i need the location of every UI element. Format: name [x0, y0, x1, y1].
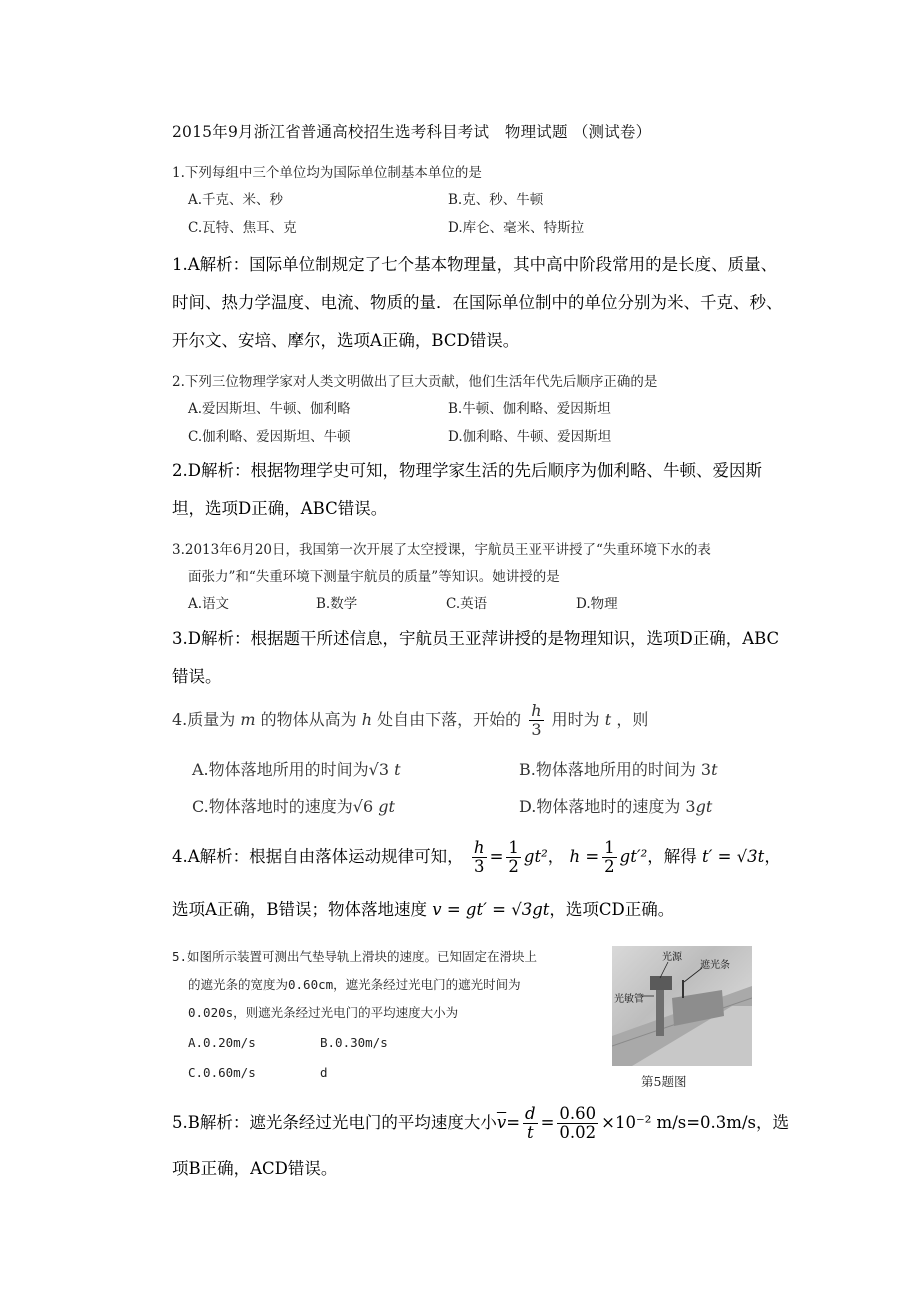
q5-stem-line2: 的遮光条的宽度为0.60cm，遮光条经过光电门的遮光时间为	[188, 977, 521, 992]
q5-stem-line3: 0.020s，则遮光条经过光电门的平均速度大小为	[188, 1005, 459, 1020]
q4-option-c-var: gt	[378, 797, 395, 816]
q1-stem: 1.下列每组中三个单位均为国际单位制基本单位的是	[172, 165, 482, 181]
q4-eq2-rhs: gt′²	[619, 847, 648, 866]
q4-answer-line2	[172, 891, 674, 929]
air-track-illustration	[612, 946, 752, 1066]
q3-option-a: A.语文	[188, 596, 230, 612]
fig-label-shutter-strip: 遮光条	[700, 960, 730, 971]
q4-answer-text1: 4.A解析：根据自由落体运动规律可知，	[172, 847, 464, 866]
q5-d-over-t	[523, 1105, 538, 1142]
q4-option-b-text: B.物体落地所用的时间为 3	[519, 760, 712, 779]
q5-option-c: C.0.60m/s	[188, 1065, 256, 1080]
q4-answer-line1: 4.A解析：根据自由落体运动规律可知， $\frac{h}{3}$ = $\frac{1}{2}$ gt²， h = $\frac{1}{2}$ gt′²，解得 t′ = √3t，	[172, 838, 781, 876]
q3-option-c: C.英语	[446, 596, 488, 612]
q4-stem	[172, 702, 648, 739]
q3-option-b: B.数学	[316, 596, 358, 612]
q4-answer-text4: ，选项CD正确。	[549, 900, 675, 919]
q5-option-a: A.0.20m/s	[188, 1035, 256, 1050]
q4-eq1-den: 3	[473, 857, 485, 876]
q5-answer-line2: 项B正确，ACD错误。	[172, 1159, 338, 1178]
q4-option-a	[192, 757, 401, 780]
q4-frac-den: 3	[531, 720, 542, 739]
q4-option-c-sqrt: √6	[352, 797, 374, 816]
q4-stem-part5: ，则	[616, 710, 649, 729]
q2-stem: 2.下列三位物理学家对人类文明做出了巨大贡献，他们生活年代先后顺序正确的是	[172, 374, 658, 390]
q4-eq1-half-num: 1	[508, 838, 519, 857]
q2-option-c: C.伽利略、爱因斯坦、牛顿	[188, 429, 351, 445]
q3-stem-line1: 3.2013年6月20日，我国第一次开展了太空授课，宇航员王亚平讲授了“失重环境下水的表	[172, 542, 711, 558]
q4-eq2-half	[602, 839, 617, 876]
q2-option-b: B.牛顿、伽利略、爱因斯坦	[448, 401, 611, 417]
q2-answer-line2: 坦，选项D正确，ABC错误。	[172, 499, 388, 518]
q5-t: t	[526, 1123, 534, 1142]
figure-caption: 第5题图	[641, 1074, 687, 1089]
q2-option-d: D.伽利略、牛顿、爱因斯坦	[448, 429, 612, 445]
q4-option-d-var: gt	[695, 797, 713, 816]
q1-answer-line1: 1.A解析：国际单位制规定了七个基本物理量，其中高中阶段常用的是长度、质量、	[172, 255, 778, 274]
q4-eq2-half-num: 1	[604, 838, 615, 857]
q4-option-a-text: A.物体落地所用的时间为	[192, 760, 369, 779]
fig-label-light-source: 光源	[662, 952, 682, 963]
q1-option-c: C.瓦特、焦耳、克	[188, 220, 297, 236]
q5-stem-line1: 5.如图所示装置可测出气垫导轨上滑块的速度。已知固定在滑块上	[172, 949, 538, 964]
q5-d: d	[525, 1104, 536, 1123]
q1-answer-line3: 开尔文、安培、摩尔，选项A正确，BCD错误。	[172, 331, 520, 350]
q3-answer-line2: 错误。	[172, 667, 222, 686]
q1-option-b: B.克、秒、牛顿	[448, 192, 544, 208]
q5-den: 0.02	[559, 1123, 597, 1142]
q5-num: 0.60	[559, 1104, 597, 1123]
q4-option-c-text: C.物体落地时的速度为	[192, 797, 353, 816]
q4-eq1-rhs: gt²	[523, 847, 548, 866]
q4-option-c	[192, 794, 395, 817]
q4-eq4: v = gt′ = √3gt	[432, 900, 550, 919]
q4-stem-part4: 用时为	[551, 710, 600, 729]
q4-eq1-half	[506, 839, 521, 876]
q4-option-d-text: D.物体落地时的速度为 3	[519, 797, 696, 816]
q4-answer-text2: ，解得	[647, 847, 697, 866]
q4-eq1-half-den: 2	[508, 857, 519, 876]
q4-option-b	[519, 757, 718, 780]
q2-option-a: A.爱因斯坦、牛顿、伽利略	[188, 401, 351, 417]
q4-option-b-var: t	[711, 760, 718, 779]
q4-stem-part1: 4.质量为	[172, 710, 236, 729]
q4-stem-part3: 处自由下落，开始的	[377, 710, 522, 729]
q4-eq1-num: h	[473, 838, 485, 857]
q5-answer-tail: ×10⁻² m/s=0.3m/s，选	[601, 1113, 789, 1132]
q4-var-h: h	[361, 710, 373, 729]
q5-answer-line1: 5.B解析：遮光条经过光电门的平均速度大小$\overline{v}=$ $\frac{d}{t}$ = $\frac{0.60}{0.02}$ ×10⁻² m/s=0.3m/s，选	[172, 1104, 789, 1142]
q1-option-d: D.库仑、毫米、特斯拉	[448, 220, 585, 236]
air-track-photo	[612, 946, 752, 1066]
q4-answer-text3: 选项A正确，B错误；物体落地速度	[172, 900, 428, 919]
q4-eq3: t′ = √3t	[701, 847, 765, 866]
q5-option-b: B.0.30m/s	[320, 1035, 388, 1050]
q4-eq2-lhs: h =	[569, 847, 600, 866]
q2-answer-line1: 2.D解析：根据物理学史可知，物理学家生活的先后顺序为伽利略、牛顿、爱因斯	[172, 461, 762, 480]
q3-option-d: D.物理	[576, 596, 618, 612]
q5-numeric-fraction	[557, 1105, 598, 1142]
q5-option-d: d	[320, 1065, 328, 1080]
q4-var-t: t	[604, 710, 612, 729]
q5-answer-text1: 5.B解析：遮光条经过光电门的平均速度大小	[172, 1113, 497, 1132]
q4-eq2-half-den: 2	[604, 857, 615, 876]
q4-frac-num: h	[531, 701, 542, 720]
q4-eq1-lhs	[472, 839, 487, 876]
q3-answer-line1: 3.D解析：根据题干所述信息，宇航员王亚萍讲授的是物理知识，选项D正确，ABC	[172, 629, 780, 648]
q4-option-a-sqrt: √3	[368, 760, 390, 779]
q4-option-a-var: t	[394, 760, 401, 779]
q4-var-m: m	[240, 710, 256, 729]
q4-stem-part2: 的物体从高为	[260, 710, 357, 729]
q3-stem-line2: 面张力”和“失重环境下测量宇航员的质量”等知识。她讲授的是	[188, 569, 560, 585]
q4-fraction-h-over-3	[529, 702, 543, 739]
q1-answer-line2: 时间、热力学温度、电流、物质的量．在国际单位制中的单位分别为米、千克、秒、	[172, 293, 783, 312]
q1-option-a: A.千克、米、秒	[188, 192, 284, 208]
page-title: 2015年9月浙江省普通高校招生选考科目考试 物理试题 （测试卷）	[172, 123, 652, 141]
q5-vbar: $\overline{v}$	[496, 1113, 507, 1132]
q4-option-d	[519, 794, 712, 817]
fig-label-photo-tube: 光敏管	[614, 994, 644, 1005]
